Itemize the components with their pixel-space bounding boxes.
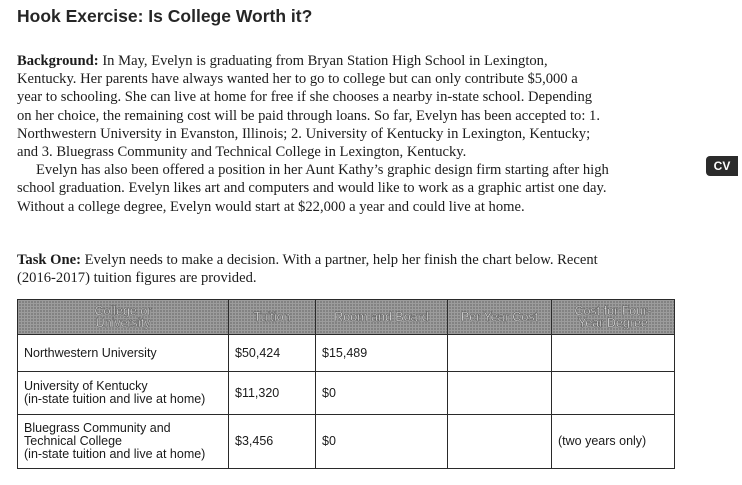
per-year-cost-cell[interactable] [448, 415, 552, 469]
cv-badge[interactable]: CV [706, 156, 738, 176]
background-line-6: and 3. Bluegrass Community and Technical College in Lexington, Kentucky. [17, 144, 467, 161]
college-name-cell: Bluegrass Community and Technical College (in-state tuition and live at home) [18, 415, 229, 469]
room-board-cell: $0 [316, 415, 448, 469]
task-label: Task One: [17, 252, 81, 268]
tuition-cell: $3,456 [229, 415, 316, 469]
college-cost-table [17, 299, 675, 469]
background-line-2: Kentucky. Her parents have always wanted her to go to college but can only contribute $5,000 a [17, 71, 578, 88]
four-year-cost-cell[interactable] [552, 372, 675, 415]
college-name-cell: University of Kentucky (in-state tuition and live at home) [18, 372, 229, 415]
task-line-2: (2016-2017) tuition figures are provided. [17, 270, 257, 287]
header-per-year-cost: Per Year Cost [448, 300, 552, 335]
header-tuition: Tuition [229, 300, 316, 335]
four-year-cost-cell[interactable] [552, 335, 675, 372]
job-offer-line-1: Evelyn has also been offered a position in her Aunt Kathy’s graphic design firm starting after high [36, 162, 609, 179]
header-college: College or University [18, 300, 229, 335]
background-label: Background: [17, 53, 99, 69]
table-row [18, 415, 675, 469]
background-line-1: Background: In May, Evelyn is graduating from Bryan Station High School in Lexington, [17, 53, 548, 69]
background-line-5: Northwestern University in Evanston, Illinois; 2. University of Kentucky in Lexington, Kentucky; [17, 125, 591, 142]
background-line-3: year to schooling. She can live at home for free if she chooses a nearby in-state school. Depending [17, 89, 593, 106]
task-line-1: Task One: Evelyn needs to make a decision. With a partner, help her finish the chart below. Recent [17, 252, 598, 268]
job-offer-line-2: school graduation. Evelyn likes art and computers and would like to work as a graphic artist one day. [17, 180, 607, 197]
room-board-cell: $15,489 [316, 335, 448, 372]
per-year-cost-cell[interactable] [448, 335, 552, 372]
table-row [18, 335, 675, 372]
four-year-cost-cell[interactable]: (two years only) [552, 415, 675, 469]
job-offer-line-3: Without a college degree, Evelyn would start at $22,000 a year and could live at home. [17, 198, 525, 215]
room-board-cell: $0 [316, 372, 448, 415]
page-title: Hook Exercise: Is College Worth it? [17, 6, 313, 26]
per-year-cost-cell[interactable] [448, 372, 552, 415]
background-paragraph [17, 52, 689, 216]
college-name-cell: Northwestern University [18, 335, 229, 372]
header-room-board: Room and Board [316, 300, 448, 335]
background-line-4: on her choice, the remaining cost will be paid through loans. So far, Evelyn has been accepted to: 1. [17, 107, 600, 124]
table-header-row [18, 300, 675, 335]
table-row [18, 372, 675, 415]
task-paragraph [17, 251, 689, 287]
tuition-cell: $11,320 [229, 372, 316, 415]
header-four-year-cost: Cost for Four- Year Degree [552, 300, 675, 335]
tuition-cell: $50,424 [229, 335, 316, 372]
